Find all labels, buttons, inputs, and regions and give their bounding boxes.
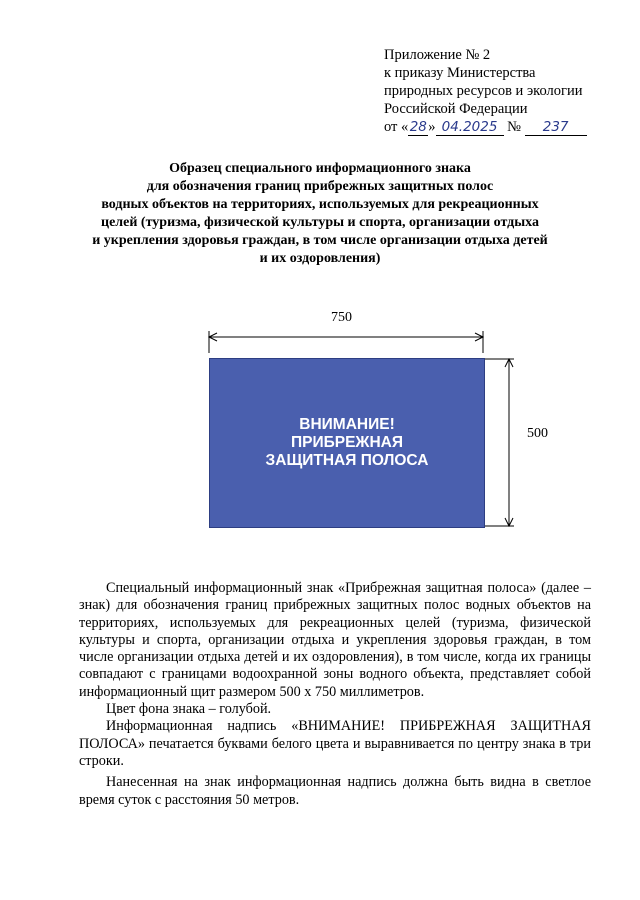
appendix-number: Приложение № 2 [384, 47, 491, 63]
title-line: Образец специального информационного знака [169, 161, 471, 176]
title-line: целей (туризма, физической культуры и спорта, организации отдыха [101, 215, 539, 230]
appendix-order-line: к приказу Министерства [384, 65, 536, 81]
title-line: и их оздоровления) [259, 251, 381, 266]
date-quote-close: » [428, 119, 436, 135]
body-text [79, 580, 591, 809]
appendix-country-line: Российской Федерации [384, 101, 528, 117]
date-prefix: от « [384, 119, 409, 135]
sign-text-line: ЗАЩИТНАЯ ПОЛОСА [265, 452, 429, 469]
sign-text-line: ВНИМАНИЕ! [299, 416, 395, 433]
width-dimension-label: 750 [331, 310, 352, 325]
title-line: для обозначения границ прибрежных защитных полос [146, 179, 494, 194]
body-paragraph: Информационная надпись «ВНИМАНИЕ! ПРИБРЕЖНАЯ ЗАЩИТНАЯ ПОЛОСА» печатается буквами белого цвета и выравнивается по центру знака в три строки. [79, 718, 591, 769]
date-day-handwritten: 28 [409, 119, 427, 135]
body-paragraph: Специальный информационный знак «Прибрежная защитная полоса» (далее – знак) для обозначения границ прибрежных защитных полос водных объектов на территориях, используемых для рекреационных целей (туризма, физической культуры и спорта, организации отдыха и укрепления здоровья граждан, в том числе организации отдыха детей и их оздоровления), в том числе, когда их границы совпадают с границами водоохранной зоны водного объекта, представляет собой информационный щит размером 500 х 750 миллиметров. [79, 580, 591, 700]
sign-sample [209, 358, 485, 528]
date-month-year-handwritten: 04.2025 [436, 120, 504, 136]
sign-text-line: ПРИБРЕЖНАЯ [291, 434, 403, 451]
title-line: и укрепления здоровья граждан, в том числе организации отдыха детей [92, 233, 548, 248]
appendix-ministry-line: природных ресурсов и экологии [384, 83, 583, 99]
order-number-label: № [507, 119, 521, 135]
body-paragraph: Цвет фона знака – голубой. [106, 701, 272, 718]
title-line: водных объектов на территориях, используемых для рекреационных [101, 197, 539, 212]
height-dimension-label: 500 [527, 426, 548, 441]
order-number-handwritten: 237 [525, 120, 587, 136]
body-paragraph: Нанесенная на знак информационная надпись должна быть видна в светлое время суток с расстояния 50 метров. [79, 774, 591, 808]
